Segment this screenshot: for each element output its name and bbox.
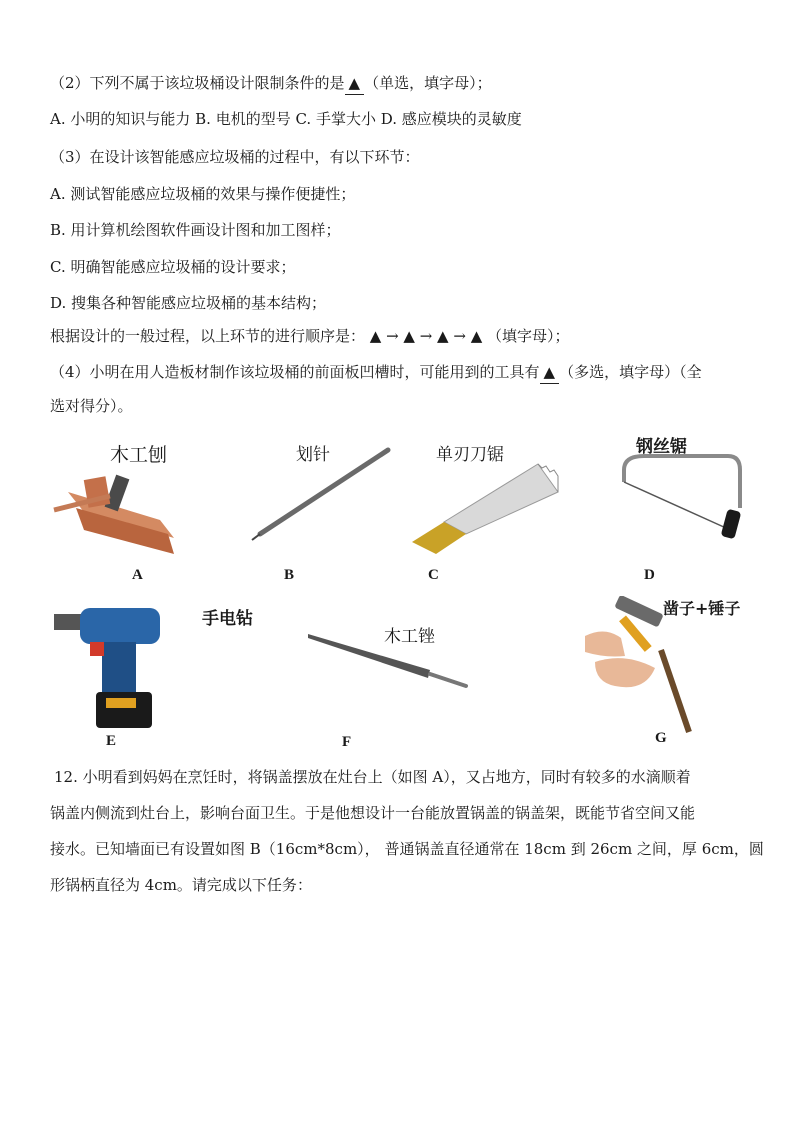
q4-prefix: （4）小明在用人造板材制作该垃圾桶的前面板凹槽时，可能用到的工具有 <box>50 363 540 381</box>
tool-g-letter: G <box>655 730 667 746</box>
tool-c-name: 单刃刀锯 <box>436 445 504 465</box>
tool-b-scriber <box>248 430 398 583</box>
q12-line-3: 接水。已知墙面已有设置如图 B（16cm*8cm）， 普通锅盖直径通常在 18cm 到 26cm 之间，厚 6cm，圆 <box>50 840 764 858</box>
q4-answer-blank: ▲ <box>540 361 560 384</box>
q4-stem-line2: 选对得分）。 <box>50 397 133 415</box>
q3-step-c: C. 明确智能感应垃圾桶的设计要求； <box>50 258 296 276</box>
tool-e-drill <box>50 598 253 749</box>
q2-suffix: （单选，填字母）； <box>364 74 492 92</box>
tool-g-chisel-hammer <box>585 596 755 746</box>
q12-line-1: 12. 小明看到妈妈在烹饪时，将锅盖摆放在灶台上（如图 A），又占地方，同时有较多的水滴顺着 <box>54 768 691 786</box>
q2-answer-blank: ▲ <box>345 72 365 95</box>
q4-suffix: （多选，填字母）（全 <box>559 363 702 381</box>
q2-prefix: （2）下列不属于该垃圾桶设计限制条件的是 <box>50 74 345 92</box>
electric-drill-image <box>50 598 200 733</box>
q3-step-b: B. 用计算机绘图软件画设计图和加工图样； <box>50 221 341 239</box>
q3-step-a: A. 测试智能感应垃圾桶的效果与操作便捷性； <box>50 185 356 203</box>
q4-stem <box>50 361 702 384</box>
tool-d-coping-saw <box>610 430 760 583</box>
tool-b-name: 划针 <box>296 445 330 465</box>
tool-f-name: 木工锉 <box>384 627 435 647</box>
tool-e-name: 手电钻 <box>202 609 253 629</box>
q12-line-4: 形锅柄直径为 4cm。请完成以下任务： <box>50 876 312 894</box>
q3-order: 根据设计的一般过程，以上环节的进行顺序是： ▲ → ▲ → ▲ → ▲ （填字母）； <box>50 327 570 345</box>
tool-d-letter: D <box>644 567 655 583</box>
tool-g-name: 凿子+锤子 <box>663 599 741 618</box>
tool-f-file <box>298 612 478 750</box>
q2-stem <box>50 72 492 95</box>
q3-intro: （3）在设计该智能感应垃圾桶的过程中，有以下环节： <box>50 148 420 166</box>
tool-f-letter: F <box>342 734 352 750</box>
tool-c-saw <box>408 430 568 583</box>
q3-step-d: D. 搜集各种智能感应垃圾桶的基本结构； <box>50 294 327 312</box>
tool-e-letter: E <box>106 733 117 749</box>
tool-a-letter: A <box>132 567 143 583</box>
tool-c-letter: C <box>428 567 439 583</box>
q2-options: A. 小明的知识与能力 B. 电机的型号 C. 手掌大小 D. 感应模块的灵敏度 <box>50 110 522 128</box>
tool-d-name: 钢丝锯 <box>636 437 687 457</box>
tool-a-plane <box>50 430 190 583</box>
q12-line-2: 锅盖内侧流到灶台上，影响台面卫生。于是他想设计一台能放置锅盖的锅盖架，既能节省空间又能 <box>50 804 696 822</box>
tool-a-name: 木工刨 <box>110 444 168 466</box>
tool-b-letter: B <box>284 567 295 583</box>
